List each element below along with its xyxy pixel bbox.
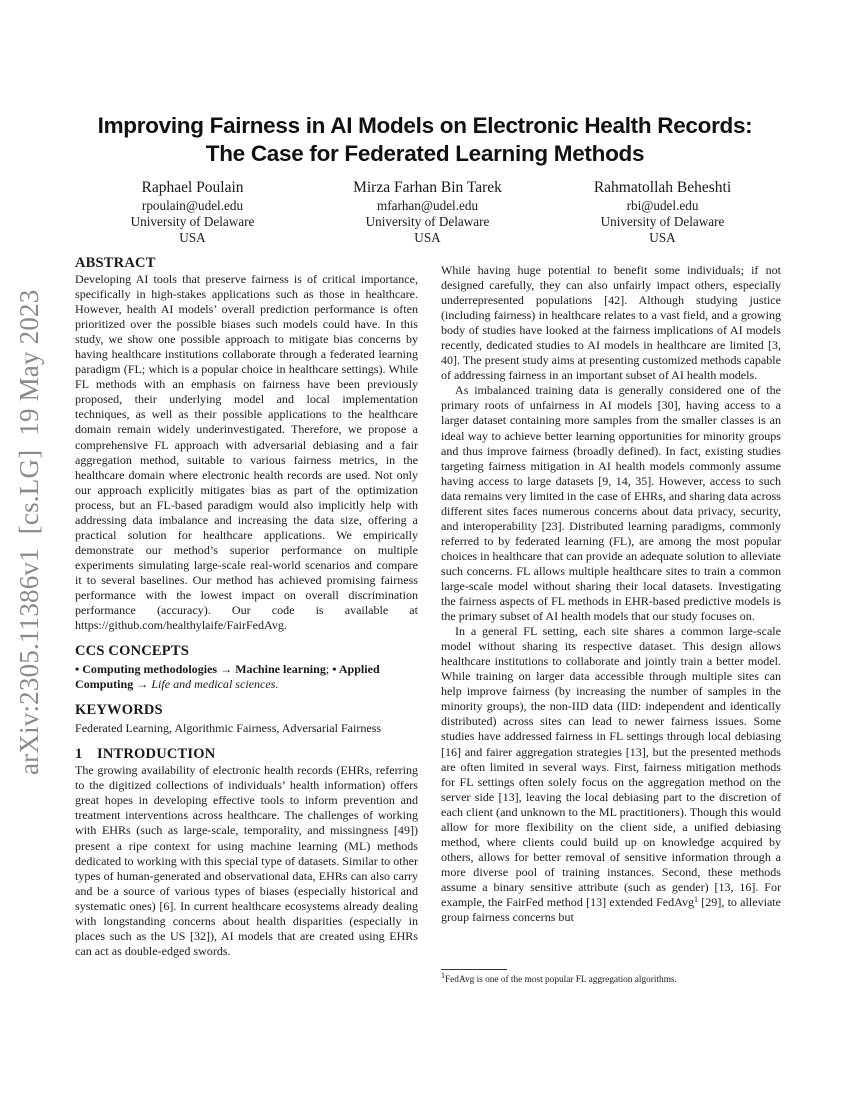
footnote-marker[interactable]: 1 <box>694 894 699 904</box>
author-affiliation: University of Delaware <box>600 214 725 229</box>
keywords-heading: KEYWORDS <box>75 702 163 719</box>
ccs-item-1-sub: Machine learning <box>235 662 326 677</box>
right-column <box>441 263 781 925</box>
author-name: Mirza Farhan Bin Tarek <box>353 179 502 196</box>
author-1 <box>75 178 310 246</box>
ccs-item-2-sub: Life and medical sciences. <box>151 677 279 692</box>
author-2 <box>310 178 545 246</box>
intro-paragraph-3 <box>441 624 781 925</box>
title-line-1: Improving Fairness in AI Models on Electronic Health Records: <box>97 113 753 138</box>
author-email: rpoulain@udel.edu <box>141 198 244 213</box>
intro-paragraph-1-right: While having huge potential to benefit some individuals; if not designed carefully, they can also unfairly impact others, especially underrepresented populations [42]. Although studying justice (including fairness) in healthcare relates to a vast field, and a growing body of studies have looked at the fairness implications of AI models recently, dedicated studies to AI models in healthcare are limited [3, 40]. The present study aims at presenting customized methods capable of addressing fairness in an important subset of AI health models. <box>441 263 781 383</box>
title-line-2: The Case for Federated Learning Methods <box>205 141 645 166</box>
author-3 <box>545 178 780 246</box>
author-name: Raphael Poulain <box>141 179 244 196</box>
introduction-heading <box>75 745 418 763</box>
abstract-heading: ABSTRACT <box>75 255 156 271</box>
ccs-item-2: Applied Computing <box>75 662 380 692</box>
footnote <box>441 971 677 986</box>
footnote-text: FedAvg is one of the most popular FL aggregation algorithms. <box>445 975 677 985</box>
paragraph-text: [29], to alleviate group fairness concerns but <box>441 894 781 925</box>
arxiv-identifier-stamp: arXiv:2305.11386v1 [cs.LG] 19 May 2023 <box>14 289 44 775</box>
ccs-item-1: Computing methodologies <box>82 662 218 677</box>
author-block <box>75 178 780 246</box>
paper-title <box>60 112 790 168</box>
bullet: • <box>332 662 337 677</box>
footnote-divider <box>441 969 507 970</box>
section-number: 1 <box>75 746 83 763</box>
ccs-concepts <box>75 662 418 692</box>
keywords-text: Federated Learning, Algorithmic Fairness, Adversarial Fairness <box>75 721 382 736</box>
paragraph-text: In a general FL setting, each site shares a common large-scale model without sharing its respective dataset. This design allows healthcare institutions to collaborate and jointly train a better model. While training on larger data accessible through multiple sites can help improve fairness (by increasing the number of samples in the minority groups), the non-IID data (IID: independent and identically distributed) across sites can lead to newer fairness issues. Some studies have addressed fairness in FL settings through local debiasing [16] and fairer aggregation strategies [13], but the presented methods are often limited in several ways. First, fairness mitigation methods for FL settings often solely focus on the aggregation method on the server side [13], leaving the local debiasing part to the discretion of each client (and unknown to the ML practitioners). Though this would allow for more flexibility on the client side, a unified debiasing method, where clients could build up on knowledge acquired by others, allows for better removal of sensitive information through a more diverse pool of training instances. Second, these methods assume a binary sensitive attribute (such as gender) [13, 16]. For example, the FairFed method [13] extended FedAvg <box>441 624 781 909</box>
author-email: rbi@udel.edu <box>626 198 699 213</box>
author-affiliation: University of Delaware <box>365 214 490 229</box>
author-name: Rahmatollah Beheshti <box>593 179 732 196</box>
author-email: mfarhan@udel.edu <box>376 198 479 213</box>
abstract-text: Developing AI tools that preserve fairness is of critical importance, specifically in high-stakes applications such as those in healthcare. However, health AI models’ overall prediction performance is often prioritized over the possible biases such models could have. In this study, we show one possible approach to mitigate bias concerns by having healthcare institutions collaborate through a federated learning paradigm (FL; which is a popular choice in healthcare settings). While FL methods with an emphasis on fairness have been previously proposed, their underlying model and local implementation techniques, as well as their possible applications to the healthcare domain remain widely underinvestigated. Therefore, we propose a comprehensive FL approach with adversarial debiasing and a fair aggregation method, suitable to various fairness metrics, in the healthcare domain where electronic health records are used. Not only our approach explicitly mitigates bias as part of the optimization process, but an FL-based paradigm would also implicitly help with addressing data imbalance and increasing the data size, offering a practical solution for healthcare applications. We empirically demonstrate our method’s superior performance on multiple experiments simulating large-scale real-world scenarios and compare it to several baselines. Our method has achieved promising fairness performance with the lowest impact on overall discrimination performance (accuracy). Our code is available at https://github.com/healthylaife/FairFedAvg. <box>75 272 418 633</box>
footnote-number: 1 <box>441 971 445 980</box>
arrow-icon: → <box>136 677 149 692</box>
left-column <box>75 254 418 959</box>
author-country: USA <box>649 230 676 245</box>
author-country: USA <box>179 230 206 245</box>
separator: ; <box>325 662 330 677</box>
author-country: USA <box>414 230 441 245</box>
ccs-heading: CCS CONCEPTS <box>75 643 189 660</box>
arrow-icon: → <box>220 662 233 677</box>
bullet: • <box>75 662 80 677</box>
section-title: INTRODUCTION <box>97 746 216 763</box>
intro-paragraph-1-left: The growing availability of electronic health records (EHRs, referring to the digitized collections of individuals’ health information) offers great hopes in developing effective tools to inform prevention and treatment interventions across healthcare. The challenges of working with EHRs (such as large-scale, temporality, and missingness [49]) present a ripe context for using machine learning (ML) methods dedicated to working with this special type of datasets. Similar to other types of human-generated and observational data, EHRs can also carry and be a source of various types of biases (especially historical and systematic ones) [6]. In current healthcare ecosystems already dealing with longstanding concerns about health disparities (especially in places such as the US [32]), AI models that are created using EHRs can act as double-edged swords. <box>75 763 418 958</box>
author-affiliation: University of Delaware <box>130 214 255 229</box>
intro-paragraph-2: As imbalanced training data is generally considered one of the primary roots of unfairness in AI models [30], having access to a larger dataset containing more samples from the smaller classes is an ideal way to achieve better learning opportunities for minority groups and thus improve fairness (broadly defined). In fact, existing studies targeting fairness mitigation in AI health models commonly assume having access to large datasets [9, 14, 35]. However, access to such data remains very limited in the case of EHRs, and sharing data across different sites faces numerous concerns about data privacy, security, and interoperability [23]. Distributed learning paradigms, commonly referred to by federated learning (FL), are among the most popular choices in healthcare that can provide an adequate solution to alleviate such concerns. FL allows multiple healthcare sites to train a common large-scale model without sharing their local datasets. Investigating the fairness aspects of FL methods in EHR-based predictive models is the primary subset of AI health models that our study focuses on. <box>441 383 781 624</box>
